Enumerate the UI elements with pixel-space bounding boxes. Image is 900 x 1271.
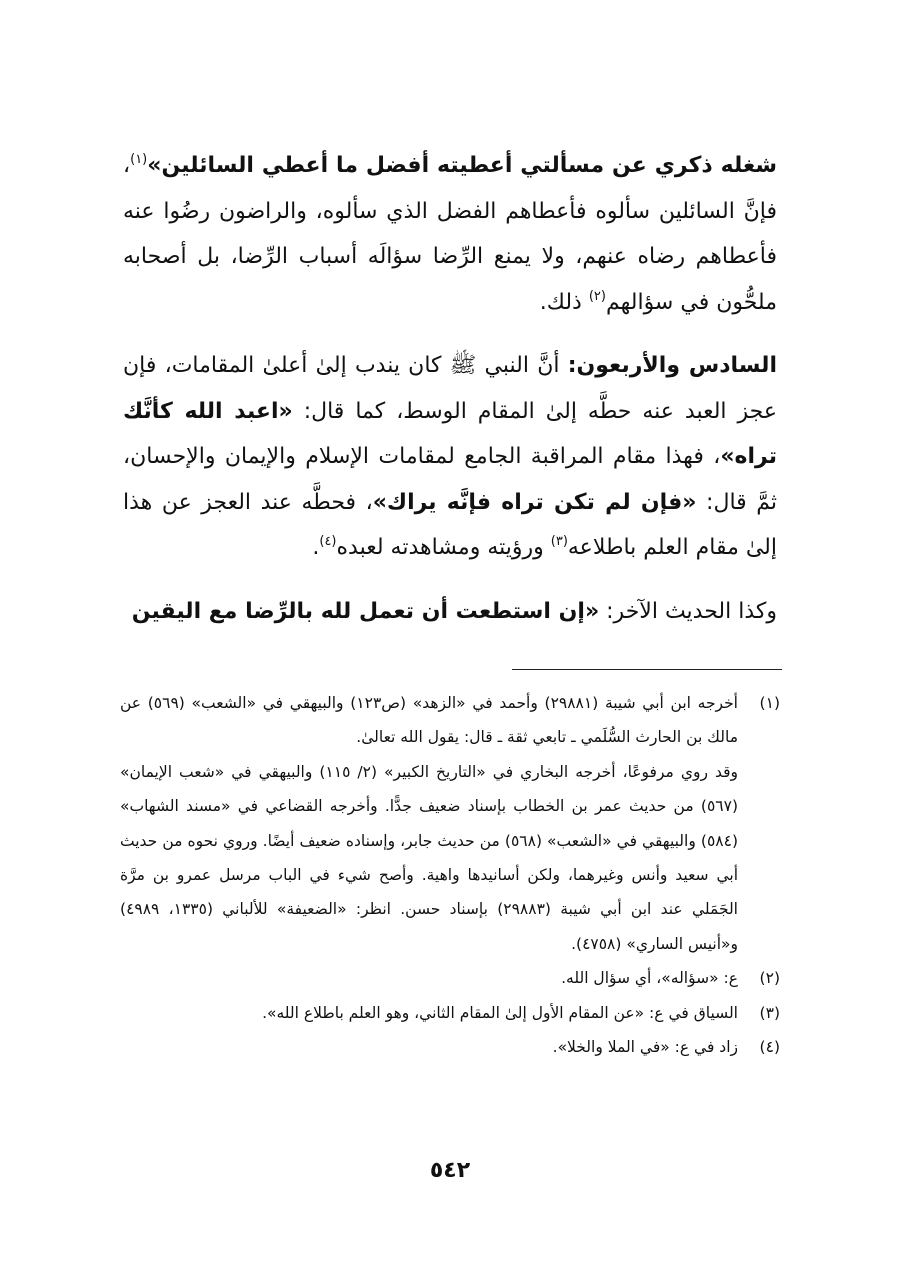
paragraph-1: [123, 143, 777, 325]
paragraph-text: ، فحطَّه عند العجز عن هذا إلىٰ مقام العلم باطلاعه: [123, 489, 777, 560]
section-lead: السادس والأربعون:: [567, 353, 777, 378]
main-text: [123, 143, 777, 634]
paragraph-text: .: [312, 535, 320, 560]
footnote-line: السياق في ع: «عن المقام الأول إلىٰ المقام الثاني، وهو العلم باطلاع الله».: [262, 1003, 738, 1022]
paragraph-3: [123, 589, 777, 635]
hadith-quote: «إن استطعت أن تعمل لله بالرِّضا مع اليقين: [131, 598, 600, 624]
footnote-ref-2: (٢): [588, 288, 606, 304]
footnote-number: (٤): [759, 1038, 780, 1057]
footnote-ref-1: (١): [130, 152, 148, 167]
footnote-divider: [512, 669, 782, 670]
footnote-line: ع: «سؤاله»، أي سؤال الله.: [561, 969, 738, 988]
hadith-quote-1: «اعبد الله كأنَّك تراه»: [123, 398, 777, 469]
footnote-body: [120, 996, 738, 1030]
footnote-ref-3: (٣): [550, 534, 568, 549]
paragraph-text: ورؤيته ومشاهدته لعبده: [336, 535, 551, 560]
footnote-line: وقد روي مرفوعًا، أخرجه البخاري في «التاريخ الكبير» (٢/ ١١٥) والبيهقي في «شعب الإيمان» (٥٦٧) من حديث عمر بن الخطاب بإسناد ضعيف جدًّا. وأخرجه القضاعي في «مسند الشهاب» (٥٨٤) والبيهقي في «الشعب» (٥٦٨) من حديث جابر، وإسناده ضعيف أيضًا. وروي نحوه من حديث أبي سعيد وأنس وغيرهما، ولكن أسانيدها واهية. وأصح شيء في الباب مرسل عمرو بن مرَّة الجَمَلي عند ابن أبي شيبة (٢٩٨٨٣) بإسناد حسن. انظر: «الضعيفة» للألباني (١٣٣٥، ٤٩٨٩) و«أنيس الساري» (٤٧٥٨).: [120, 762, 738, 953]
paragraph-text: ، فإنَّ السائلين سألوه فأعطاهم الفضل الذي سألوه، والراضون رضُوا عنه فأعطاهم رضاه عنهم، ولا يمنع الرِّضا سؤالَه أسباب الرِّضا، بل أصحابه ملحُّون في سؤالهم: [123, 153, 777, 315]
footnote-number: (٣): [759, 1003, 780, 1022]
footnote-number: (١): [759, 694, 780, 712]
footnote-line: أخرجه ابن أبي شيبة (٢٩٨٨١) وأحمد في «الزهد» (ص١٢٣) والبيهقي في «الشعب» (٥٦٩) عن مالك بن الحارث السُّلَمي ـ تابعي ثقة ـ قال: يقول الله تعالىٰ.: [120, 694, 738, 747]
footnote-1: [120, 686, 780, 961]
footnote-body: [120, 686, 738, 961]
paragraph-text: وكذا الحديث الآخر:: [599, 598, 777, 624]
footnote-4: [120, 1030, 780, 1064]
paragraph-2: [123, 343, 777, 571]
footnote-ref-4: (٤): [319, 534, 337, 549]
footnotes: [120, 686, 780, 1064]
footnote-number: (٢): [759, 969, 780, 988]
footnote-line: زاد في ع: «في الملا والخلا».: [552, 1038, 738, 1057]
quote-bold: شغله ذكري عن مسألتي أعطيته أفضل ما أعطي السائلين»: [147, 153, 777, 178]
footnote-2: [120, 961, 780, 995]
page-number: ٥٤٢: [429, 1158, 471, 1183]
paragraph-text: ذلك.: [539, 289, 589, 315]
footnote-body: [120, 961, 738, 995]
footnote-3: [120, 996, 780, 1030]
paragraph-text: أنَّ النبي ﷺ كان يندب إلىٰ أعلىٰ المقامات، فإن عجز العبد عنه حطَّه إلىٰ المقام الوسط، كما قال:: [123, 353, 777, 424]
paragraph-text: ، فهذا مقام المراقبة الجامع لمقامات الإسلام والإيمان والإحسان، ثمَّ قال:: [123, 444, 777, 515]
footnote-body: [120, 1030, 738, 1064]
hadith-quote-2: «فإن لم تكن تراه فإنَّه يراك»: [372, 489, 697, 515]
